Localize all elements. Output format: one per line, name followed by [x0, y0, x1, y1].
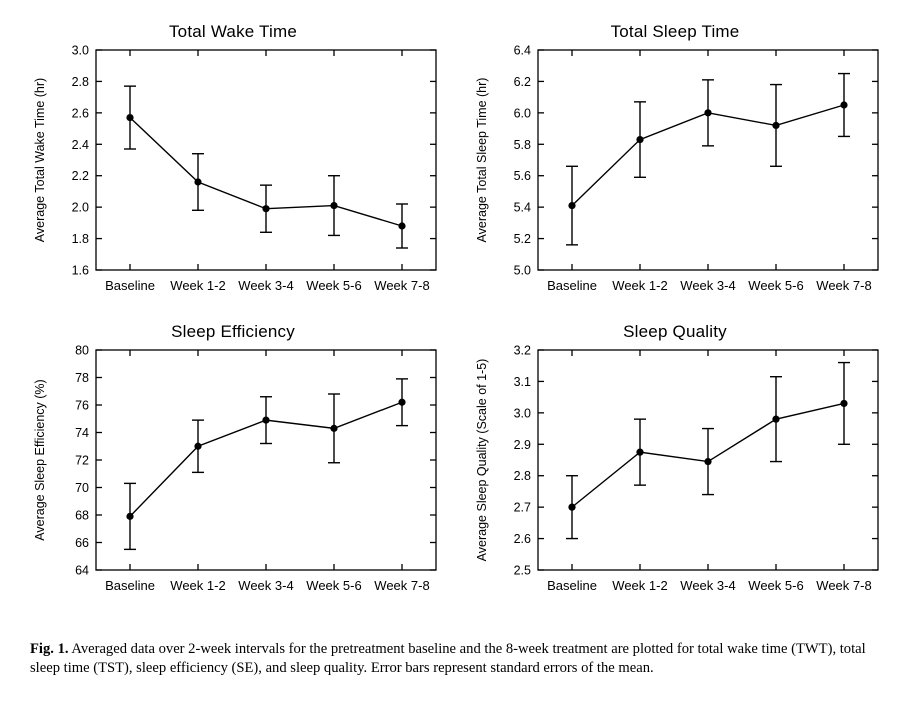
chart-panel-sleep-quality [460, 322, 890, 617]
svg-text:5.6: 5.6 [513, 169, 531, 184]
svg-text:Week 5-6: Week 5-6 [306, 278, 362, 293]
svg-text:Week 7-8: Week 7-8 [374, 578, 430, 593]
svg-text:Baseline: Baseline [105, 578, 155, 593]
chart-title-1: Total Sleep Time [610, 22, 740, 41]
svg-text:Baseline: Baseline [547, 278, 597, 293]
chart-panel-total-sleep-time [460, 22, 890, 317]
svg-text:6.2: 6.2 [513, 74, 531, 89]
svg-text:Average Total Sleep Time (hr): Average Total Sleep Time (hr) [475, 77, 489, 243]
svg-text:2.4: 2.4 [71, 137, 89, 152]
svg-text:2.6: 2.6 [513, 532, 531, 547]
chart-panel-total-wake-time [18, 22, 448, 317]
plot-area-2 [18, 322, 448, 617]
svg-text:5.0: 5.0 [513, 263, 531, 278]
svg-text:Week 3-4: Week 3-4 [238, 578, 294, 593]
svg-text:68: 68 [75, 508, 89, 523]
svg-text:3.0: 3.0 [513, 406, 531, 421]
svg-text:80: 80 [75, 343, 89, 358]
svg-text:5.8: 5.8 [513, 137, 531, 152]
svg-text:2.0: 2.0 [71, 200, 89, 215]
svg-text:1.8: 1.8 [71, 232, 89, 247]
svg-text:66: 66 [75, 536, 89, 550]
plot-area-0 [18, 22, 448, 317]
svg-text:2.5: 2.5 [513, 563, 531, 578]
svg-text:Average Total Wake Time (hr): Average Total Wake Time (hr) [33, 77, 47, 243]
svg-text:72: 72 [75, 453, 89, 468]
svg-text:Week 1-2: Week 1-2 [612, 278, 668, 293]
svg-text:Average Sleep Efficiency (%): Average Sleep Efficiency (%) [33, 379, 47, 541]
svg-text:3.1: 3.1 [513, 374, 531, 389]
svg-text:2.8: 2.8 [71, 74, 89, 89]
plot-area-1 [460, 22, 890, 317]
svg-text:Week 7-8: Week 7-8 [816, 578, 872, 593]
svg-text:Week 1-2: Week 1-2 [612, 578, 668, 593]
svg-text:3.0: 3.0 [71, 43, 89, 58]
svg-text:70: 70 [75, 481, 89, 495]
svg-text:78: 78 [75, 371, 89, 385]
svg-text:1.6: 1.6 [71, 263, 89, 278]
svg-text:3.2: 3.2 [513, 343, 531, 358]
chart-title-0: Total Wake Time [168, 22, 298, 41]
svg-text:5.4: 5.4 [513, 200, 531, 215]
svg-text:2.6: 2.6 [71, 106, 89, 121]
figure-caption [30, 640, 875, 679]
svg-text:2.8: 2.8 [513, 469, 531, 484]
svg-text:Week 5-6: Week 5-6 [748, 278, 804, 293]
svg-text:Week 3-4: Week 3-4 [680, 278, 736, 293]
svg-text:2.2: 2.2 [71, 169, 89, 184]
svg-text:Average Sleep Quality (Scale o: Average Sleep Quality (Scale of 1-5) [475, 358, 489, 562]
svg-text:6.0: 6.0 [513, 106, 531, 121]
svg-text:Week 3-4: Week 3-4 [238, 278, 294, 293]
svg-text:Week 1-2: Week 1-2 [170, 278, 226, 293]
plot-area-3 [460, 322, 890, 617]
svg-text:2.7: 2.7 [513, 500, 531, 515]
svg-text:5.2: 5.2 [513, 232, 531, 247]
figure-caption-label: Fig. 1. [30, 641, 69, 657]
chart-title-3: Sleep Quality [623, 322, 727, 341]
svg-text:Week 1-2: Week 1-2 [170, 578, 226, 593]
svg-text:2.9: 2.9 [513, 437, 531, 452]
svg-text:Week 5-6: Week 5-6 [748, 578, 804, 593]
svg-text:Baseline: Baseline [105, 278, 155, 293]
svg-text:6.4: 6.4 [513, 43, 531, 58]
svg-text:Baseline: Baseline [547, 578, 597, 593]
figure-caption-text: Averaged data over 2-week intervals for the pretreatment baseline and the 8-week treatment are plotted for total wake time (TWT), total sleep time (TST), sleep efficiency (SE), and sleep quality. Error bars represent standard errors of the mean. [30, 641, 866, 677]
chart-panel-sleep-efficiency [18, 322, 448, 617]
svg-text:Week 3-4: Week 3-4 [680, 578, 736, 593]
svg-text:76: 76 [75, 398, 89, 413]
svg-text:Week 7-8: Week 7-8 [374, 278, 430, 293]
chart-title-2: Sleep Efficiency [171, 322, 295, 341]
svg-text:64: 64 [75, 563, 89, 578]
svg-text:Week 7-8: Week 7-8 [816, 278, 872, 293]
svg-text:74: 74 [75, 426, 89, 440]
svg-text:Week 5-6: Week 5-6 [306, 578, 362, 593]
